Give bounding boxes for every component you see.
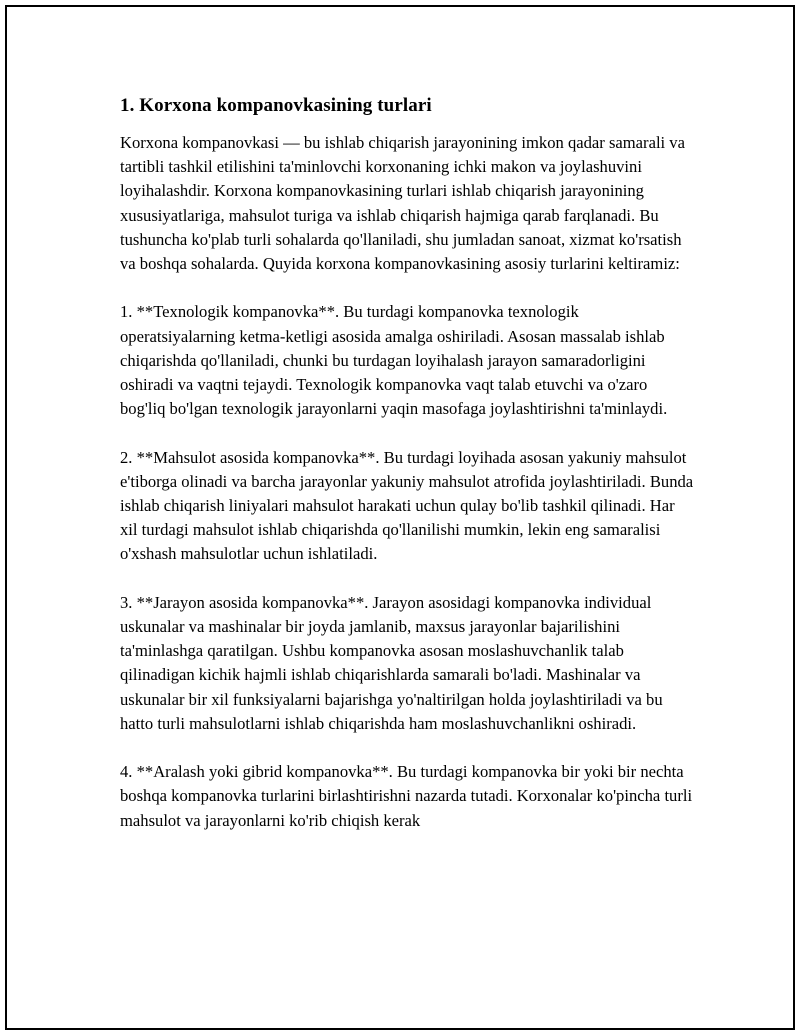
document-body <box>120 93 695 857</box>
paragraph-jarayon-kompanovka: 3. **Jarayon asosida kompanovka**. Jarayon asosidagi kompanovka individual uskunalar va mashinalar bir joyda jamlanib, maxsus jarayonlar bajarilishini ta'minlashga qaratilgan. Ushbu kompanovka asosan moslashuvchanlik talab qilinadigan kichik hajmli ishlab chiqarishlarda samarali bo'ladi. Mashinalar va uskunalar bir xil funksiyalarni bajarishga yo'naltirilgan holda joylashtiriladi va bu hatto turli mahsulotlarni ishlab chiqarishda ham moslashuvchanlikni oshiradi. <box>120 592 663 733</box>
paragraph-aralash-kompanovka: 4. **Aralash yoki gibrid kompanovka**. Bu turdagi kompanovka bir yoki bir nechta boshqa kompanovka turlarini birlashtirishni nazarda tutadi. Korxonalar ko'pincha turli mahsulot va jarayonlarni ko'rib chiqish kerak <box>120 762 693 830</box>
paragraph-texnologik-kompanovka: 1. **Texnologik kompanovka**. Bu turdagi kompanovka texnologik operatsiyalarning ketma-ketligi asosida amalga oshiriladi. Asosan massalab ishlab chiqarishda qo'llaniladi, chunki bu turdagan loyihalash jarayon samaradorligini oshiradi va vaqtni tejaydi. Texnologik kompanovka vaqt talab etuvchi va o'zaro bog'liq bo'lgan texnologik jarayonlarni yaqin masofaga joylashtirishni ta'minlaydi. <box>120 302 668 419</box>
document-title: 1. Korxona kompanovkasining turlari <box>120 95 432 116</box>
paragraph-mahsulot-kompanovka: 2. **Mahsulot asosida kompanovka**. Bu turdagi loyihada asosan yakuniy mahsulot e'tiborga olinadi va barcha jarayonlar yakuniy mahsulot atrofida joylashtiriladi. Bunda ishlab chiqarish liniyalari mahsulot harakati uchun qulay bo'lib tashkil qilinadi. Har xil turdagi mahsulot ishlab chiqarishda qo'llanilishi mumkin, lekin eng samaralisi o'xshash mahsulotlar uchun ishlatiladi. <box>120 447 694 564</box>
document-page <box>5 5 795 1030</box>
intro-paragraph: Korxona kompanovkasi — bu ishlab chiqarish jarayonining imkon qadar samarali va tartibli tashkil etilishini ta'minlovchi korxonaning ichki makon va joylashuvini loyihalashdir. Korxona kompanovkasining turlari ishlab chiqarish jarayonining xususiyatlariga, mahsulot turiga va ishlab chiqarish hajmiga qarab farqlanadi. Bu tushuncha ko'plab turli sohalarda qo'llaniladi, shu jumladan sanoat, xizmat ko'rsatish va boshqa sohalarda. Quyida korxona kompanovkasining asosiy turlarini keltiramiz: <box>120 133 685 274</box>
